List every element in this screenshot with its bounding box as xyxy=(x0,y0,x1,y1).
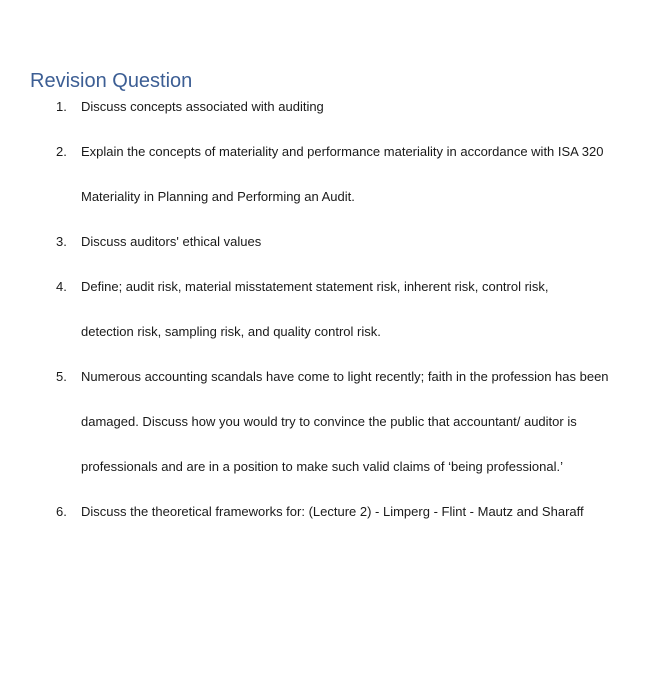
question-text: Discuss auditors' ethical values xyxy=(81,234,262,249)
question-text: Discuss the theoretical frameworks for: (Lecture 2) - Limperg - Flint - Mautz and Sharaff xyxy=(81,504,584,519)
question-number: 2. xyxy=(56,144,67,159)
question-text: Explain the concepts of materiality and performance materiality in accordance with ISA 320 xyxy=(81,144,604,159)
question-text-continued: professionals and are in a position to make such valid claims of ‘being professional.’ xyxy=(81,459,563,474)
question-number: 1. xyxy=(56,99,67,114)
question-number: 5. xyxy=(56,369,67,384)
question-text: Define; audit risk, material misstatement statement risk, inherent risk, control risk, xyxy=(81,279,549,294)
question-text-continued: Materiality in Planning and Performing an Audit. xyxy=(81,189,355,204)
question-text-continued: damaged. Discuss how you would try to convince the public that accountant/ auditor is xyxy=(81,414,577,429)
question-number: 4. xyxy=(56,279,67,294)
question-text: Numerous accounting scandals have come to light recently; faith in the profession has been xyxy=(81,369,609,384)
question-number: 3. xyxy=(56,234,67,249)
question-text-continued: detection risk, sampling risk, and quality control risk. xyxy=(81,324,381,339)
question-number: 6. xyxy=(56,504,67,519)
page-title: Revision Question xyxy=(30,70,193,92)
question-text: Discuss concepts associated with auditing xyxy=(81,99,324,114)
